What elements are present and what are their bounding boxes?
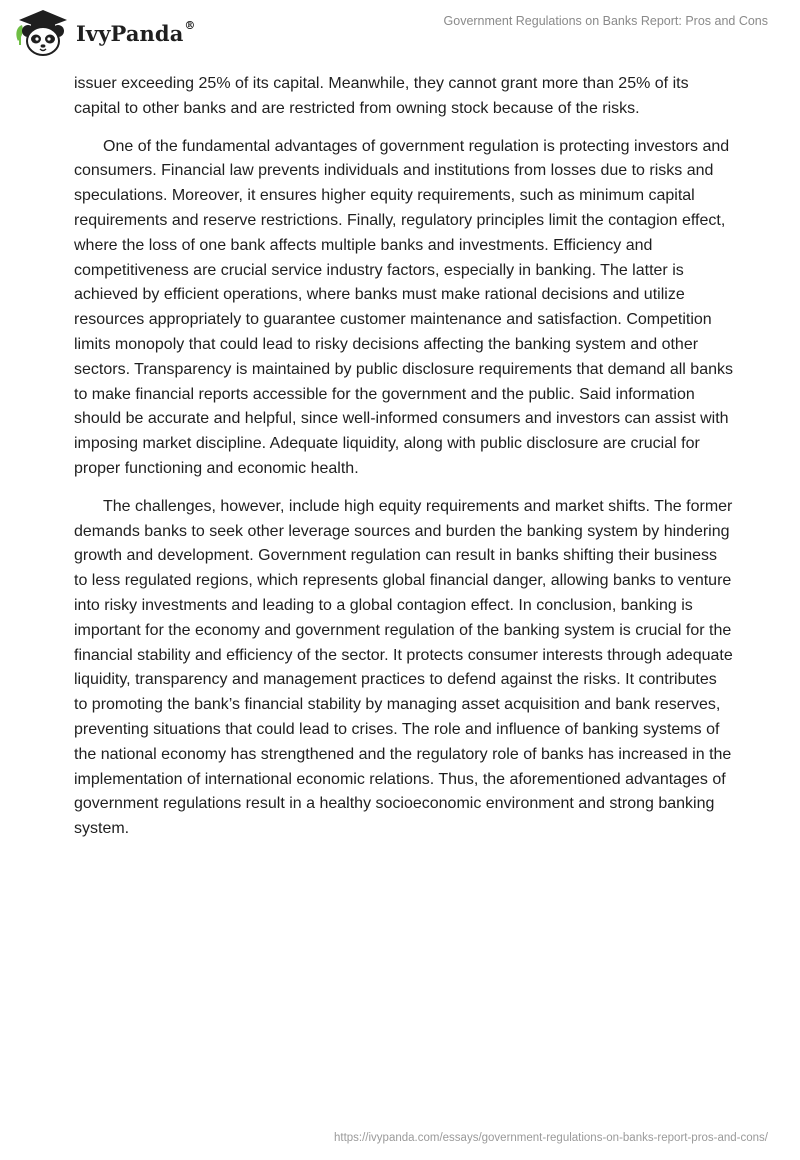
essay-body [74,72,734,855]
logo-wordmark [76,18,196,46]
paragraph-continued: issuer exceeding 25% of its capital. Meanwhile, they cannot grant more than 25% of its capital to other banks and are restricted from owning stock because of the risks. [74,75,689,117]
registered-mark: ® [184,18,196,32]
logo-text: IvyPanda [76,20,184,46]
source-url-link[interactable]: https://ivypanda.com/essays/government-regulations-on-banks-report-pros-and-cons/ [333,1132,768,1144]
paragraph-advantages: One of the fundamental advantages of government regulation is protecting investors and consumers. Financial law prevents individuals and institutions from losses due to risks and speculations. Moreover, it ensures higher equity requirements, such as minimum capital requirements and reserve restrictions. Finally, regulatory principles limit the contagion effect, where the loss of one bank affects multiple banks and investments. Efficiency and competitiveness are crucial service industry factors, especially in banking. The latter is achieved by efficient operations, where banks must make rational decisions and utilize resources appropriately to guarantee customer maintenance and satisfaction. Competition limits monopoly that could lead to risky decisions affecting the banking system and other sectors. Transparency is maintained by public disclosure requirements that demand all banks to make financial reports accessible for the government and the public. Said information should be accurate and helpful, since well-informed consumers and investors can assist with imposing market discipline. Adequate liquidity, along with public disclosure are crucial for proper functioning and economic health. [74,137,733,477]
panda-graduate-icon [14,7,72,59]
paragraph-challenges: The challenges, however, include high equity requirements and market shifts. The former demands banks to seek other leverage sources and burden the banking system by hindering growth and development. Government regulation can result in banks shifting their business to less regulated regions, which represents global financial danger, allowing banks to venture into risky investments and leading to a global contagion effect. In conclusion, banking is important for the economy and government regulation of the banking system is crucial for the financial stability and efficiency of the sector. It protects consumer interests through adequate liquidity, transparency and management practices to defend against the risks. It contributes to promoting the bank’s financial stability by managing asset acquisition and bank reserves, preventing situations that could lead to crises. The role and influence of banking systems of the national economy has strengthened and the regulatory role of banks has increased in the implementation of international economic relations. Thus, the aforementioned advantages of government regulations result in a healthy socioeconomic environment and strong banking system. [74,497,733,838]
page-header [0,0,800,70]
document-title: Government Regulations on Banks Report: Pros and Cons [443,14,768,28]
ivypanda-logo[interactable] [14,7,196,59]
